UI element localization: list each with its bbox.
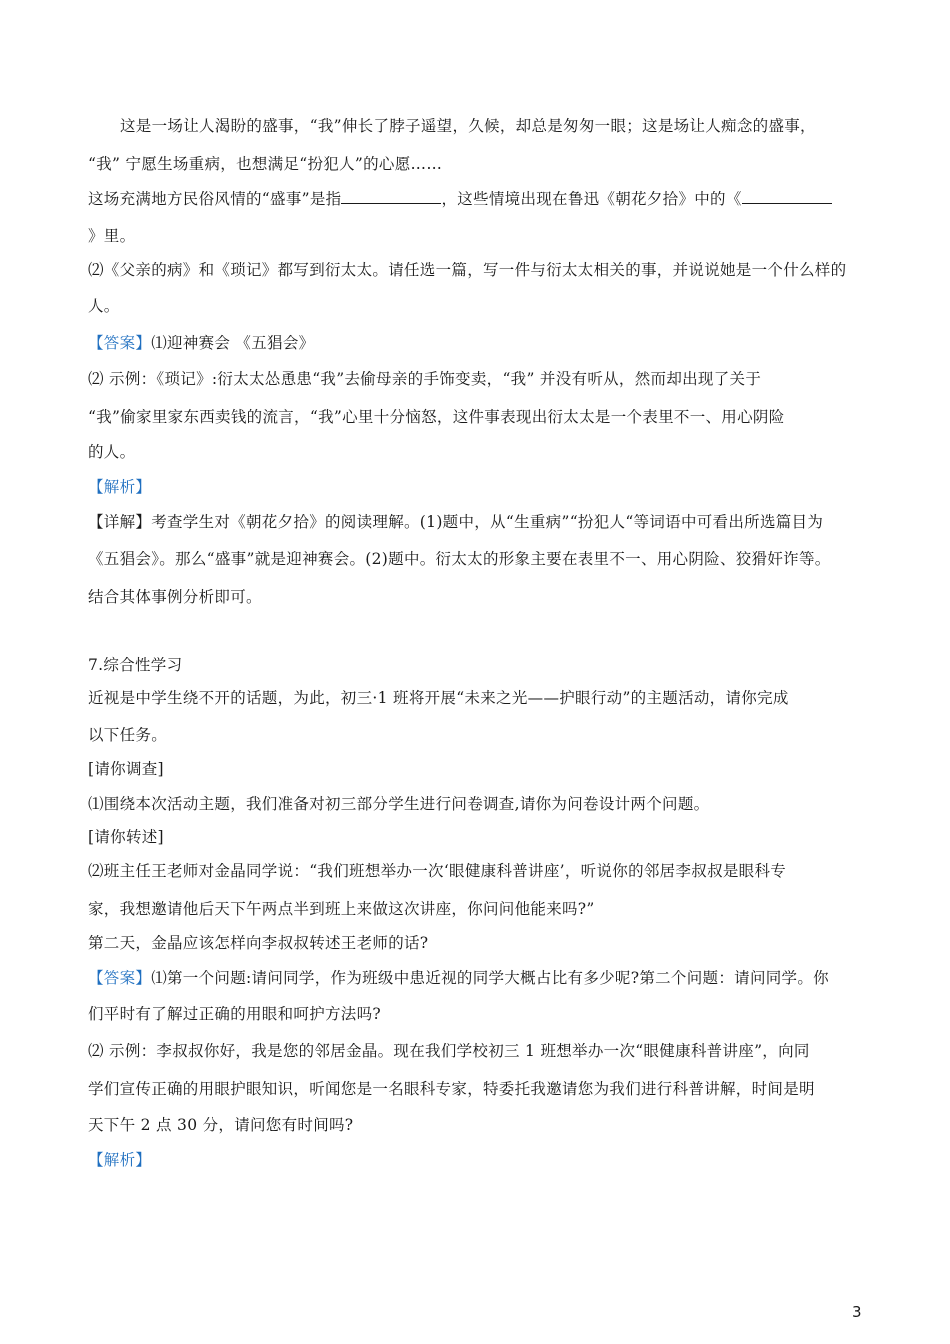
passage-line: “我” 宁愿生场重病，也想满足“扮犯人”的心愿…… [88, 155, 443, 173]
answer-7 [88, 966, 868, 990]
page-number: 3 [852, 1303, 862, 1321]
answer-text: ⑴第一个问题:请问同学，作为班级中患近视的同学大概占比有多少呢?第二个问题：请问同学。你 [151, 969, 829, 987]
question-2: ⑵《父亲的病》和《琐记》都写到衍太太。请任选一篇，写一件与衍太太相关的事，并说说她是一个什么样的 [88, 261, 847, 279]
relay-question: 第二天，金晶应该怎样向李叔叔转述王老师的话? [88, 934, 429, 952]
question-1 [88, 187, 868, 211]
passage-line: 这是一场让人渴盼的盛事，“我”伸长了脖子遥望，久候，却总是匆匆一眼；这是场让人痴念的盛事， [120, 117, 816, 135]
answer-text: 们平时有了解过正确的用眼和呵护方法吗? [88, 1005, 382, 1023]
answer-label: 【答案】 [88, 334, 152, 352]
answer-text: ⑵ 示例：李叔叔你好，我是您的邻居金晶。现在我们学校初三 1 班想举办一次“眼健康科普讲座”，向同 [88, 1042, 810, 1060]
answer-label: 【答案】 [88, 969, 152, 987]
detail-label: 【详解】 [88, 513, 152, 531]
survey-question: ⑴围绕本次活动主题，我们准备对初三部分学生进行问卷调查,请你为问卷设计两个问题。 [88, 795, 710, 813]
analysis-text: 结合其体事例分析即可。 [88, 588, 262, 606]
relay-question: 家，我想邀请他后天下午两点半到班上来做这次讲座，你问问他能来吗?” [88, 900, 595, 918]
answer-6 [88, 331, 868, 355]
question-1-end: 》里。 [88, 227, 136, 245]
analysis-text: 考查学生对《朝花夕拾》的阅读理解。(1)题中，从“生重病”“扮犯人“等词语中可看出所选篇目为 [151, 513, 824, 531]
question-1-text: ，这些情境出现在鲁迅《朝花夕拾》中的《 [441, 190, 742, 208]
question-7-title: 7.综合性学习 [88, 656, 183, 674]
question-7-intro: 近视是中学生绕不开的话题，为此，初三·1 班将开展“未来之光——护眼行动”的主题活动，请你完成 [88, 689, 789, 707]
answer-text: “我”偷家里家东西卖钱的流言，“我”心里十分恼怒，这件事表现出衍太太是一个表里不一、用心阴险 [88, 408, 785, 426]
relay-heading: [请你转述] [88, 828, 164, 846]
analysis-detail [88, 510, 868, 534]
question-2: 人。 [88, 297, 120, 315]
relay-question: ⑵班主任王老师对金晶同学说：“我们班想举办一次‘眼健康科普讲座’，听说你的邻居李叔叔是眼科专 [88, 862, 787, 880]
answer-blank [742, 188, 832, 204]
answer-blank [341, 188, 441, 204]
question-7-intro: 以下任务。 [88, 726, 168, 744]
analysis-label: 【解析】 [88, 1151, 152, 1169]
answer-text: ⑵ 示例：《琐记》:衍太太怂恿患“我”去偷母亲的手饰变卖，“我” 并没有听从，然而却出现了关于 [88, 370, 762, 388]
answer-text: 天下午 2 点 30 分，请问您有时间吗? [88, 1116, 354, 1134]
analysis-label: 【解析】 [88, 478, 152, 496]
answer-text: 的人。 [88, 443, 136, 461]
question-1-text: 这场充满地方民俗风情的“盛事”是指 [88, 190, 342, 208]
survey-heading: [请你调查] [88, 760, 164, 778]
answer-text: 学们宣传正确的用眼护眼知识，听闻您是一名眼科专家，特委托我邀请您为我们进行科普讲解，时间是明 [88, 1080, 815, 1098]
analysis-text: 《五猖会》。那么“盛事”就是迎神赛会。(2)题中。衍太太的形象主要在表里不一、用心阴险、狡猾奸诈等。 [88, 550, 831, 568]
answer-text: ⑴迎神赛会 《五猖会》 [151, 334, 315, 352]
